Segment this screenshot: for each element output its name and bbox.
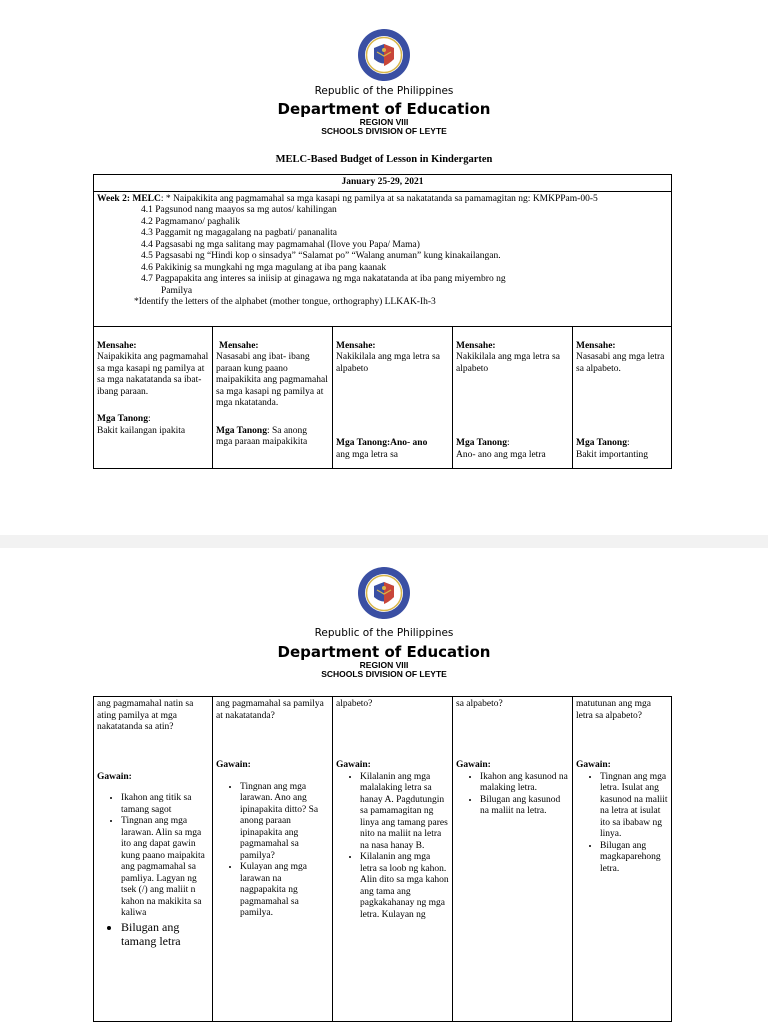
gawain-item: • Bilugan ang kasunod na maliit na letra. xyxy=(480,795,569,818)
mensahe-text: Nasasabi ang mga letra sa alpabeto. xyxy=(576,352,665,374)
tanong-text: sa alpabeto? xyxy=(456,699,503,709)
melc-line: 4.1 Pagsunod nang maayos sa mg autos/ kahilingan xyxy=(141,205,337,215)
region-heading: REGION VIII xyxy=(359,117,409,127)
tanong-colon: :Ano- ano xyxy=(386,438,428,448)
day-cell-5 xyxy=(573,326,672,468)
gawain-list xyxy=(216,782,329,920)
tanong-colon: : Sa anong xyxy=(266,425,308,436)
gawain-list xyxy=(576,772,668,876)
tanong-text: matutunan ang mga letra sa alpabeto? xyxy=(576,699,651,721)
tanong-text: ang pagmamahal sa pamilya at nakatatanda? xyxy=(216,699,324,721)
gawain-label: Gawain: xyxy=(456,760,491,770)
division-heading: SCHOOLS DIVISION OF LEYTE xyxy=(321,126,447,136)
mensahe-text: Nasasabi ang ibat- ibang paraan kung paano maipakikita ang pagmamahal sa mga kasapi ng pamilya at mga nkatatanda. xyxy=(216,352,328,408)
gawain-list xyxy=(336,772,449,922)
day-cell-4 xyxy=(453,326,573,468)
tanong-text: Bakit kailangan ipakita xyxy=(97,425,186,436)
tanong-label: Mga Tanong xyxy=(456,438,507,448)
gawain-item: • Tingnan ang mga letra. Isulat ang kasunod na maliit na letra at isulat ito sa ibabaw ng linya. xyxy=(600,772,668,841)
tanong-text: ang mga letra sa xyxy=(336,449,398,460)
tanong-label: Mga Tanong xyxy=(216,425,267,436)
republic-heading: Republic of the Philippines xyxy=(314,627,454,639)
gawain-item: • Ikahon ang titik sa tamang sagot xyxy=(121,793,209,816)
gawain-item: • Tingnan ang mga larawan. Ano ang ipinapakita ditto? Sa anong paraan ipinapakita ang pagmamahal sa pamilya? xyxy=(240,782,329,863)
day-cell-4-continued xyxy=(453,697,573,1022)
gawain-item: • Bilugan ang tamang letra xyxy=(121,920,209,948)
mensahe-text: Nakikilala ang mga letra sa alpabeto xyxy=(456,352,560,374)
tanong-colon: : xyxy=(147,414,151,424)
melc-line: 4.6 Pakikinig sa mungkahi ng mga magulang at iba pang kaanak xyxy=(141,262,387,273)
tanong-label: Mga Tanong xyxy=(576,438,627,448)
region-heading: REGION VIII xyxy=(359,660,409,670)
deped-seal-icon xyxy=(357,566,411,620)
lesson-budget-table-continued xyxy=(93,696,672,1022)
document-page-2 xyxy=(0,548,768,1024)
tanong-text: ang pagmamahal natin sa ating pamilya at mga nakatatanda sa atin? xyxy=(97,699,194,732)
tanong-text: Bakit importanting xyxy=(576,449,649,460)
gawain-list xyxy=(97,793,209,948)
melc-cell xyxy=(94,191,672,326)
tanong-label: Mga Tanong xyxy=(336,438,387,448)
tanong-colon: : xyxy=(626,438,630,448)
gawain-item: • Ikahon ang kasunod na malaking letra. xyxy=(480,772,569,795)
mensahe-label: Mensahe: xyxy=(336,340,376,351)
gawain-label: Gawain: xyxy=(97,771,132,782)
tanong-text: alpabeto? xyxy=(336,699,373,709)
document-title: MELC-Based Budget of Lesson in Kindergarten xyxy=(275,154,493,165)
mensahe-label: Mensahe: xyxy=(456,340,496,351)
tanong-text: Ano- ano ang mga letra xyxy=(456,449,546,460)
lesson-budget-table xyxy=(93,174,672,469)
mensahe-label: Mensahe: xyxy=(219,340,259,351)
melc-line: 4.4 Pagsasabi ng mga salitang may pagmamahal (Ilove you Papa/ Mama) xyxy=(141,239,420,250)
date-range: January 25-29, 2021 xyxy=(94,175,672,192)
mensahe-text: Nakikilala ang mga letra sa alpabeto xyxy=(336,352,440,374)
tanong-text: mga paraan maipakikita xyxy=(216,437,308,447)
melc-line: 4.2 Pagmamano/ paghalik xyxy=(141,216,240,227)
day-cell-1 xyxy=(94,326,213,468)
gawain-item: • Tingnan ang mga larawan. Alin sa mga ito ang dapat gawin kung paano maipakita ang pagmamahal sa pamliya. Lagyan ng tsek (/) ang maliit n kahon na makikita sa kaliwa xyxy=(121,816,209,920)
melc-line: : * Naipakikita ang pagmamahal sa mga kasapi ng pamilya at sa nakatatanda sa pamamagitan ng: KMKPPam-00-5 xyxy=(160,193,598,204)
gawain-label: Gawain: xyxy=(336,760,371,770)
melc-week-label: Week 2: MELC xyxy=(97,193,161,204)
day-cell-1-continued xyxy=(94,697,213,1022)
department-heading: Department of Education xyxy=(277,100,491,118)
department-heading: Department of Education xyxy=(277,643,491,661)
melc-line: 4.3 Paggamit ng magagalang na pagbati/ pananalita xyxy=(141,228,338,238)
division-heading: SCHOOLS DIVISION OF LEYTE xyxy=(321,669,447,679)
melc-line: 4.5 Pagsasabi ng “Hindi kop o sinsadya” “Salamat po” “Walang anuman” kung kinakailangan. xyxy=(141,251,501,261)
tanong-colon: : xyxy=(506,438,510,448)
tanong-label: Mga Tanong xyxy=(97,414,148,424)
gawain-item: • Kilalanin ang mga letra sa loob ng kahon. Alin dito sa mga kahon ang tama ang pagkakahanay ng mga letra. Kulayan ng xyxy=(360,852,449,921)
gawain-item: • Kulayan ang mga larawan na nagpapakita ng pagmamahal sa pamilya. xyxy=(240,862,329,920)
gawain-item: • Kilalanin ang mga malalaking letra sa hanay A. Pagdutungin sa pamamagitan ng linya ang tamang pares nito na maliit na letra na nasa hanay B. xyxy=(360,772,449,853)
day-cell-5-continued xyxy=(573,697,672,1022)
mensahe-text: Naipakikita ang pagmamahal sa mga kasapi ng pamilya at sa mga nakatatanda sa ibat-ibang paraan. xyxy=(97,352,209,397)
melc-line: Pamilya xyxy=(161,285,193,296)
day-cell-3 xyxy=(333,326,453,468)
day-cell-2 xyxy=(213,326,333,468)
gawain-list xyxy=(456,772,569,818)
republic-heading: Republic of the Philippines xyxy=(314,85,454,97)
gawain-item: • Bilugan ang magkaparehong letra. xyxy=(600,841,668,876)
day-cell-2-continued xyxy=(213,697,333,1022)
gawain-label: Gawain: xyxy=(576,760,611,770)
day-cell-3-continued xyxy=(333,697,453,1022)
mensahe-label: Mensahe: xyxy=(576,340,616,351)
gawain-label: Gawain: xyxy=(216,760,251,770)
page-gap xyxy=(0,535,768,548)
melc-line: *Identify the letters of the alphabet (mother tongue, orthography) LLKAK-Ih-3 xyxy=(134,297,436,307)
mensahe-label: Mensahe: xyxy=(97,340,137,351)
melc-line: 4.7 Pagpapakita ang interes sa iniisip at ginagawa ng mga nakatatanda at iba pang miyembro ng xyxy=(141,274,506,284)
deped-seal-icon xyxy=(357,28,411,82)
